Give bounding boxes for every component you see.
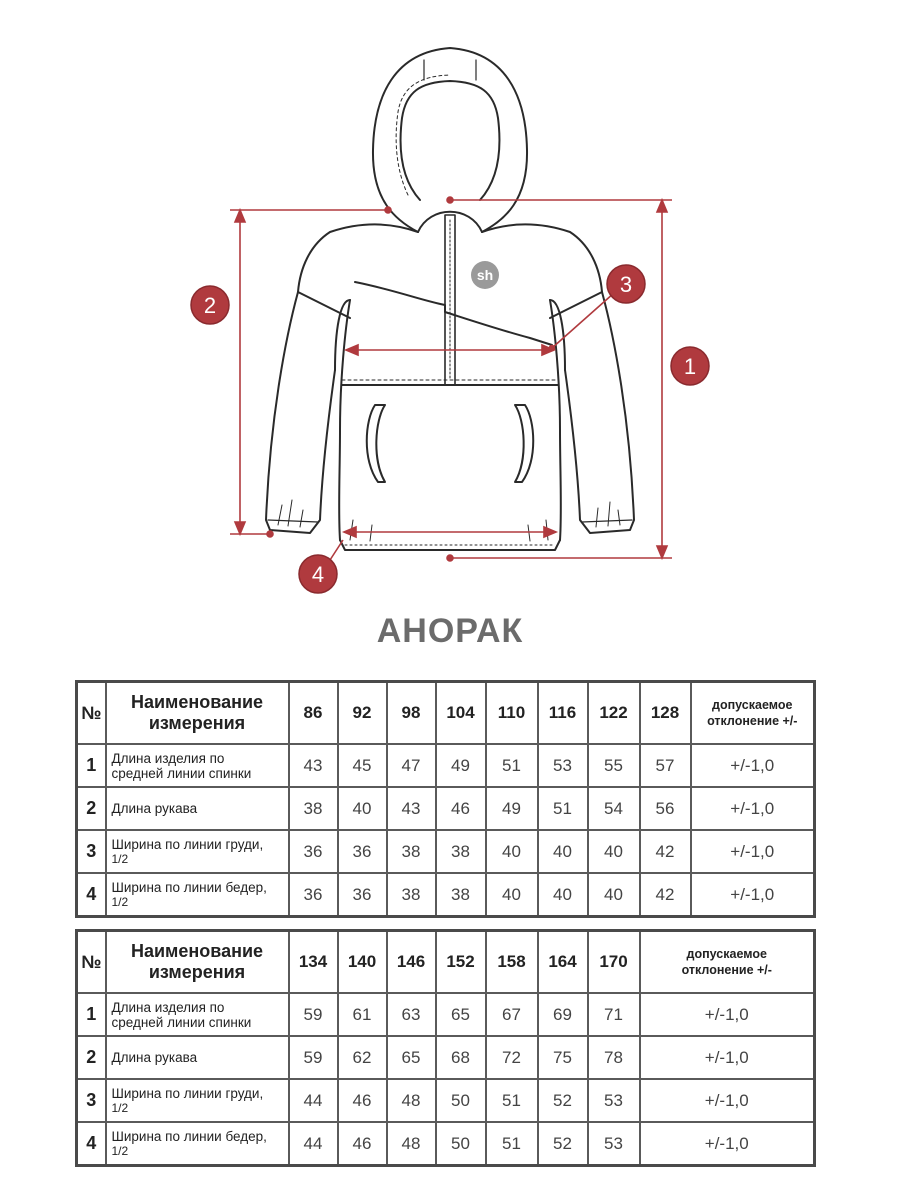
header-line: допускаемое bbox=[712, 698, 793, 712]
table-row bbox=[77, 873, 815, 917]
number-header: № bbox=[77, 682, 106, 745]
measurement-lines bbox=[230, 197, 672, 561]
measurement-name-line: 1/2 bbox=[111, 894, 129, 909]
measurement-value: 46 bbox=[436, 787, 486, 830]
measurement-name-line: Длина изделия по bbox=[111, 750, 225, 766]
measurement-value: 43 bbox=[387, 787, 436, 830]
size-table-1 bbox=[75, 680, 816, 918]
measurement-value: 44 bbox=[289, 1079, 338, 1122]
size-header: 140 bbox=[338, 931, 387, 994]
svg-text:1: 1 bbox=[683, 354, 697, 379]
measurement-value: 38 bbox=[436, 830, 486, 873]
measurement-name-header bbox=[106, 931, 289, 994]
measurement-value: 40 bbox=[338, 787, 387, 830]
measurement-name bbox=[106, 993, 289, 1036]
measurement-name bbox=[106, 1036, 289, 1079]
measurement-value: 71 bbox=[588, 993, 640, 1036]
measurement-value: 38 bbox=[387, 830, 436, 873]
measurement-name-header bbox=[106, 682, 289, 745]
size-header: 116 bbox=[538, 682, 588, 745]
measurement-value: 65 bbox=[436, 993, 486, 1036]
size-header: 134 bbox=[289, 931, 338, 994]
header-line: измерения bbox=[148, 962, 246, 982]
row-number: 2 bbox=[77, 787, 106, 830]
measurement-value: 62 bbox=[338, 1036, 387, 1079]
measurement-name bbox=[106, 830, 289, 873]
measurement-value: 53 bbox=[538, 744, 588, 787]
number-header: № bbox=[77, 931, 106, 994]
header-line: допускаемое bbox=[686, 947, 767, 961]
tolerance-value: +/-1,0 bbox=[640, 993, 815, 1036]
row-number: 3 bbox=[77, 1079, 106, 1122]
measurement-name-line: Ширина по линии бедер, bbox=[111, 879, 267, 895]
measurement-value: 49 bbox=[436, 744, 486, 787]
size-header: 104 bbox=[436, 682, 486, 745]
measurement-value: 36 bbox=[289, 873, 338, 917]
measurement-value: 40 bbox=[538, 873, 588, 917]
svg-text:sh: sh bbox=[476, 267, 494, 283]
row-number: 1 bbox=[77, 993, 106, 1036]
size-header: 128 bbox=[640, 682, 691, 745]
measurement-value: 51 bbox=[538, 787, 588, 830]
table-row bbox=[77, 830, 815, 873]
hood-inner bbox=[401, 81, 500, 200]
size-header: 146 bbox=[387, 931, 436, 994]
measurement-value: 57 bbox=[640, 744, 691, 787]
measurement-name-line: Длина изделия по bbox=[111, 999, 225, 1015]
marker-1 bbox=[671, 347, 709, 385]
measurement-value: 75 bbox=[538, 1036, 588, 1079]
measurement-value: 59 bbox=[289, 1036, 338, 1079]
measurement-value: 52 bbox=[538, 1122, 588, 1166]
measurement-value: 43 bbox=[289, 744, 338, 787]
table-row bbox=[77, 1036, 815, 1079]
row-number: 4 bbox=[77, 1122, 106, 1166]
table-row bbox=[77, 744, 815, 787]
measurement-value: 50 bbox=[436, 1079, 486, 1122]
measurement-value: 56 bbox=[640, 787, 691, 830]
header-line: Наименование bbox=[130, 941, 264, 961]
marker-4 bbox=[299, 555, 337, 593]
measurement-value: 36 bbox=[338, 873, 387, 917]
table-header-row bbox=[77, 931, 815, 994]
measurement-value: 40 bbox=[538, 830, 588, 873]
measurement-value: 51 bbox=[486, 1079, 538, 1122]
svg-text:2: 2 bbox=[203, 293, 217, 318]
measurement-value: 42 bbox=[640, 830, 691, 873]
measurement-value: 48 bbox=[387, 1079, 436, 1122]
measurement-value: 51 bbox=[486, 1122, 538, 1166]
row-number: 3 bbox=[77, 830, 106, 873]
measurement-name-line: средней линии спинки bbox=[111, 1014, 252, 1030]
marker-3 bbox=[607, 265, 645, 303]
row-number: 1 bbox=[77, 744, 106, 787]
measurement-name-line: 1/2 bbox=[111, 851, 129, 866]
header-line: Наименование bbox=[130, 692, 264, 712]
measurement-value: 51 bbox=[486, 744, 538, 787]
body-left-side bbox=[339, 300, 350, 540]
measurement-value: 50 bbox=[436, 1122, 486, 1166]
measurement-value: 40 bbox=[486, 830, 538, 873]
table-header-row bbox=[77, 682, 815, 745]
measurement-name-line: 1/2 bbox=[111, 1100, 129, 1115]
size-header: 152 bbox=[436, 931, 486, 994]
measurement-value: 65 bbox=[387, 1036, 436, 1079]
measurement-name-line: Ширина по линии бедер, bbox=[111, 1128, 267, 1144]
size-header: 86 bbox=[289, 682, 338, 745]
product-title: АНОРАК bbox=[376, 612, 524, 650]
body-right-side bbox=[550, 300, 561, 540]
measurement-name bbox=[106, 787, 289, 830]
measurement-value: 54 bbox=[588, 787, 640, 830]
table-row bbox=[77, 1122, 815, 1166]
measurement-value: 53 bbox=[588, 1122, 640, 1166]
tolerance-value: +/-1,0 bbox=[640, 1036, 815, 1079]
table-row bbox=[77, 993, 815, 1036]
measurement-value: 40 bbox=[486, 873, 538, 917]
measurement-value: 38 bbox=[289, 787, 338, 830]
size-header: 170 bbox=[588, 931, 640, 994]
table-row bbox=[77, 787, 815, 830]
measurement-name bbox=[106, 744, 289, 787]
measurement-value: 40 bbox=[588, 830, 640, 873]
measurement-value: 36 bbox=[289, 830, 338, 873]
tolerance-value: +/-1,0 bbox=[691, 787, 815, 830]
measurement-value: 48 bbox=[387, 1122, 436, 1166]
measurement-value: 44 bbox=[289, 1122, 338, 1166]
size-table-2 bbox=[75, 929, 816, 1167]
header-line: измерения bbox=[148, 713, 246, 733]
measurement-value: 78 bbox=[588, 1036, 640, 1079]
measurement-name-line: Длина рукава bbox=[111, 801, 198, 816]
measurement-value: 40 bbox=[588, 873, 640, 917]
size-header: 110 bbox=[486, 682, 538, 745]
header-line: отклонение +/- bbox=[707, 714, 798, 728]
tolerance-value: +/-1,0 bbox=[640, 1079, 815, 1122]
brand-logo bbox=[471, 261, 499, 289]
size-header: 92 bbox=[338, 682, 387, 745]
measurement-name bbox=[106, 1079, 289, 1122]
measurement-value: 46 bbox=[338, 1122, 387, 1166]
measurement-name-line: 1/2 bbox=[111, 1143, 129, 1158]
size-header: 122 bbox=[588, 682, 640, 745]
measurement-value: 38 bbox=[436, 873, 486, 917]
measurement-value: 47 bbox=[387, 744, 436, 787]
measurement-name-line: Ширина по линии груди, bbox=[111, 1085, 264, 1101]
size-header: 98 bbox=[387, 682, 436, 745]
measurement-name bbox=[106, 1122, 289, 1166]
measurement-value: 52 bbox=[538, 1079, 588, 1122]
tolerance-value: +/-1,0 bbox=[640, 1122, 815, 1166]
measurement-name-line: Ширина по линии груди, bbox=[111, 836, 264, 852]
measurement-value: 46 bbox=[338, 1079, 387, 1122]
left-sleeve bbox=[266, 292, 335, 533]
right-shoulder bbox=[482, 225, 602, 293]
tolerance-value: +/-1,0 bbox=[691, 744, 815, 787]
measurement-name-line: Длина рукава bbox=[111, 1050, 198, 1065]
measurement-value: 55 bbox=[588, 744, 640, 787]
measurement-value: 63 bbox=[387, 993, 436, 1036]
tolerance-header bbox=[691, 682, 815, 745]
measurement-value: 72 bbox=[486, 1036, 538, 1079]
measurement-value: 68 bbox=[436, 1036, 486, 1079]
header-line: отклонение +/- bbox=[681, 963, 772, 977]
svg-text:3: 3 bbox=[619, 272, 633, 297]
table-row bbox=[77, 1079, 815, 1122]
measurement-value: 49 bbox=[486, 787, 538, 830]
measurement-value: 36 bbox=[338, 830, 387, 873]
size-header: 158 bbox=[486, 931, 538, 994]
measurement-name-line: средней линии спинки bbox=[111, 765, 252, 781]
row-number: 2 bbox=[77, 1036, 106, 1079]
measurement-name bbox=[106, 873, 289, 917]
measurement-value: 67 bbox=[486, 993, 538, 1036]
marker-2 bbox=[191, 286, 229, 324]
anorak-drawing bbox=[266, 48, 634, 550]
measurement-value: 59 bbox=[289, 993, 338, 1036]
tolerance-value: +/-1,0 bbox=[691, 830, 815, 873]
measurement-value: 61 bbox=[338, 993, 387, 1036]
measurement-value: 45 bbox=[338, 744, 387, 787]
svg-text:4: 4 bbox=[311, 562, 325, 587]
tolerance-value: +/-1,0 bbox=[691, 873, 815, 917]
measurement-value: 38 bbox=[387, 873, 436, 917]
measurement-value: 42 bbox=[640, 873, 691, 917]
row-number: 4 bbox=[77, 873, 106, 917]
measurement-value: 53 bbox=[588, 1079, 640, 1122]
tolerance-header bbox=[640, 931, 815, 994]
size-header: 164 bbox=[538, 931, 588, 994]
measurement-value: 69 bbox=[538, 993, 588, 1036]
